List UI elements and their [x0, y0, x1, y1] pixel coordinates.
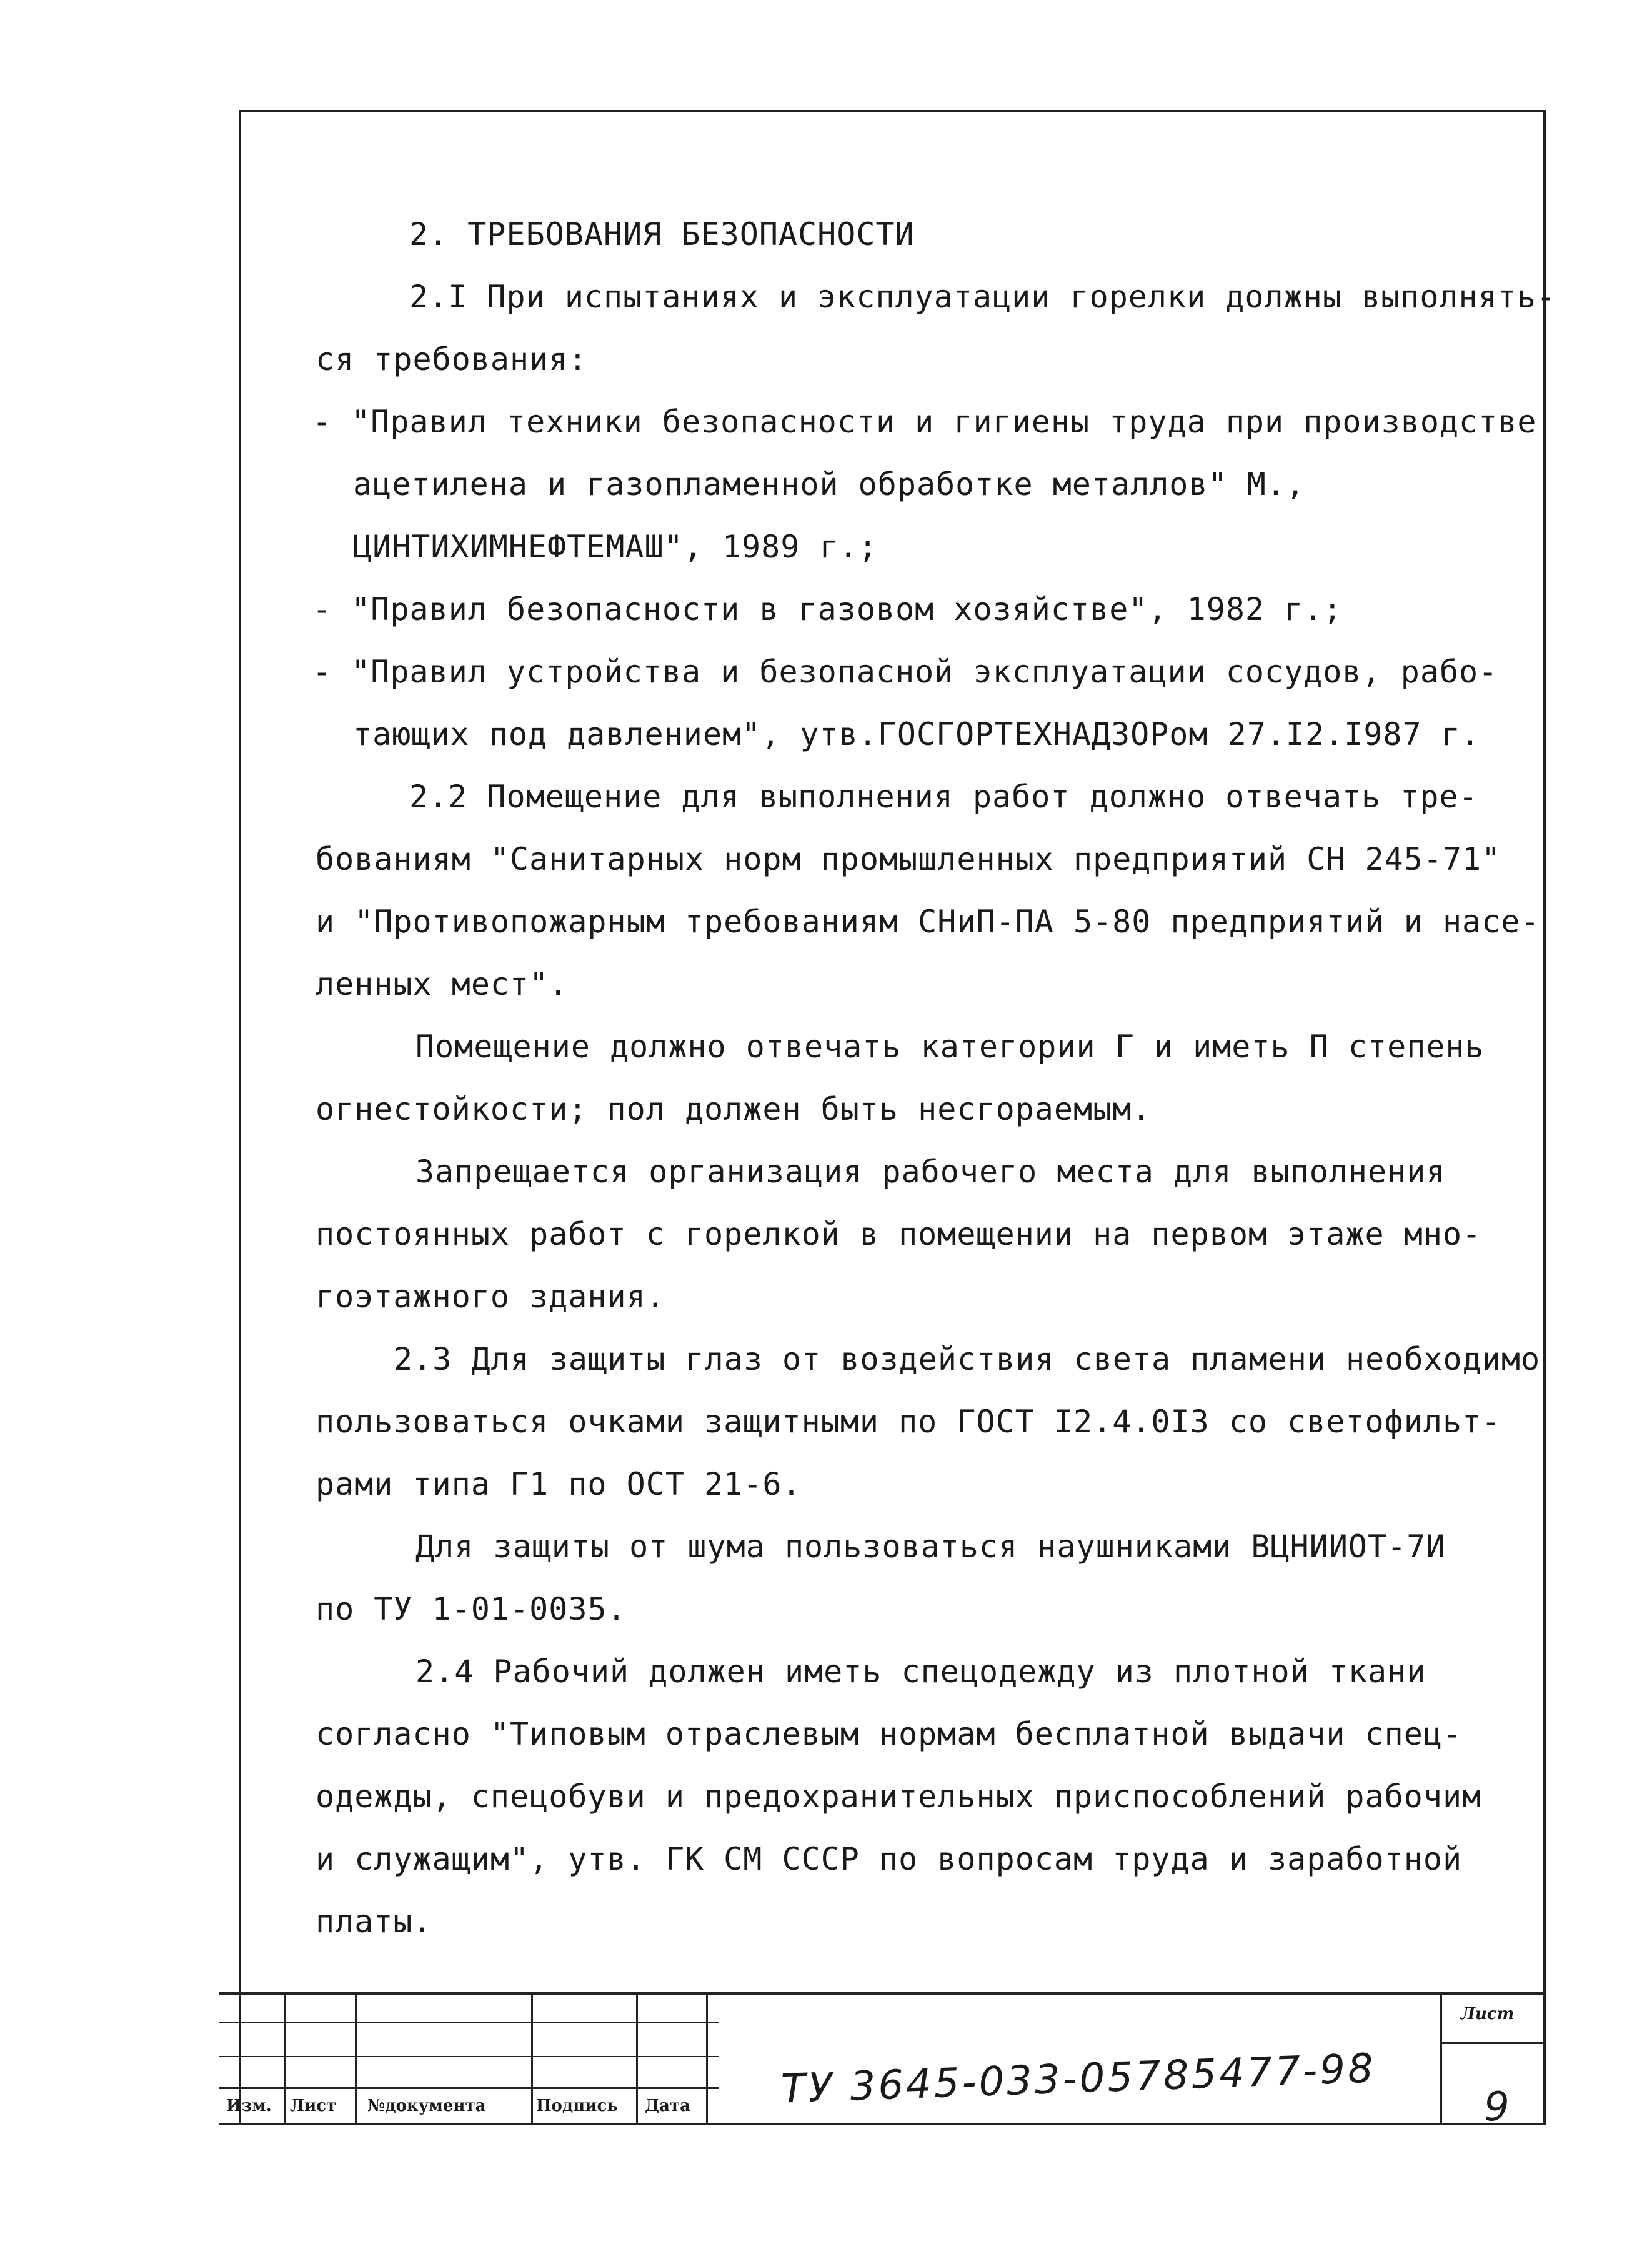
stamp-rule: [219, 2123, 1546, 2125]
stamp-rule: [219, 2087, 719, 2089]
text-line: ЦИНТИХИМНЕФТЕМАШ", 1989 г.;: [353, 529, 878, 565]
text-line: Помещение должно отвечать категории Г и иметь П степень: [415, 1029, 1485, 1065]
text-line: 2.3 Для защиты глаз от воздействия света пламени необходимо: [394, 1341, 1541, 1377]
text-line: гоэтажного здания.: [316, 1279, 665, 1315]
text-line: одежды, спецобуви и предохранительных приспособлений рабочим: [316, 1778, 1482, 1815]
sheet-number: 9: [1484, 2084, 1510, 2130]
stamp-label-list: Лист: [290, 2097, 337, 2115]
text-line: ацетилена и газопламенной обработке металлов" М.,: [353, 466, 1306, 502]
text-line: согласно "Типовым отраслевым нормам бесплатной выдачи спец-: [316, 1716, 1463, 1752]
stamp-label-doc: №документа: [367, 2097, 486, 2115]
stamp-rule: [219, 1992, 1546, 1995]
text-line: тающих под давлением", утв.ГОСГОРТЕХНАДЗОРом 27.I2.I987 г.: [353, 716, 1480, 752]
text-line: 2.2 Помещение для выполнения работ должно отвечать тре-: [409, 779, 1478, 815]
text-line: ленных мест".: [316, 966, 569, 1002]
text-line: рами типа Г1 по ОСТ 21-6.: [316, 1466, 802, 1502]
stamp-label-sign: Подпись: [536, 2097, 619, 2115]
text-line: постоянных работ с горелкой в помещении на первом этаже мно-: [316, 1216, 1482, 1252]
stamp-rule: [219, 2056, 719, 2057]
text-line: бованиям "Санитарных норм промышленных предприятий СН 245-71": [316, 841, 1501, 877]
text-line: ся требования:: [316, 341, 588, 377]
text-line: пользоваться очками защитными по ГОСТ I2.4.0I3 со светофильт-: [316, 1404, 1501, 1440]
stamp-divider: [636, 1992, 638, 2125]
text-line: по ТУ 1-01-0035.: [316, 1591, 627, 1627]
stamp-divider: [1440, 1992, 1442, 2125]
text-line: платы.: [316, 1903, 432, 1940]
stamp-rule: [219, 2022, 719, 2023]
stamp-label-izm: Изм.: [226, 2097, 272, 2115]
text-line: - "Правил устройства и безопасной эксплуатации сосудов, рабо-: [312, 654, 1498, 690]
stamp-label-sheet: Лист: [1461, 2005, 1515, 2023]
text-line: огнестойкости; пол должен быть несгораемым.: [316, 1091, 1152, 1127]
text-line: Запрещается организация рабочего места для выполнения: [415, 1154, 1446, 1190]
stamp-divider: [355, 1992, 357, 2125]
text-line: Для защиты от шума пользоваться наушниками ВЦНИИОТ-7И: [415, 1528, 1446, 1565]
text-line: - "Правил техники безопасности и гигиены труда при производстве: [312, 404, 1537, 440]
stamp-label-date: Дата: [645, 2097, 690, 2115]
stamp-rule: [1440, 2042, 1546, 2044]
text-line: 2.I При испытаниях и эксплуатации горелки должны выполнять-: [409, 279, 1556, 315]
text-line: 2.4 Рабочий должен иметь спецодежду из плотной ткани: [415, 1653, 1426, 1690]
stamp-divider: [531, 1992, 533, 2125]
section-heading: 2. ТРЕБОВАНИЯ БЕЗОПАСНОСТИ: [409, 216, 915, 252]
text-line: - "Правил безопасности в газовом хозяйстве", 1982 г.;: [312, 591, 1343, 627]
stamp-divider: [706, 1992, 708, 2125]
text-line: и "Противопожарным требованиям СНиП-ПА 5-80 предприятий и насе-: [316, 904, 1540, 940]
text-line: и служащим", утв. ГК СМ СССР по вопросам труда и заработной: [316, 1841, 1463, 1877]
stamp-divider: [284, 1992, 286, 2125]
document-code: ТУ 3645-033-05785477-98: [780, 2045, 1376, 2113]
